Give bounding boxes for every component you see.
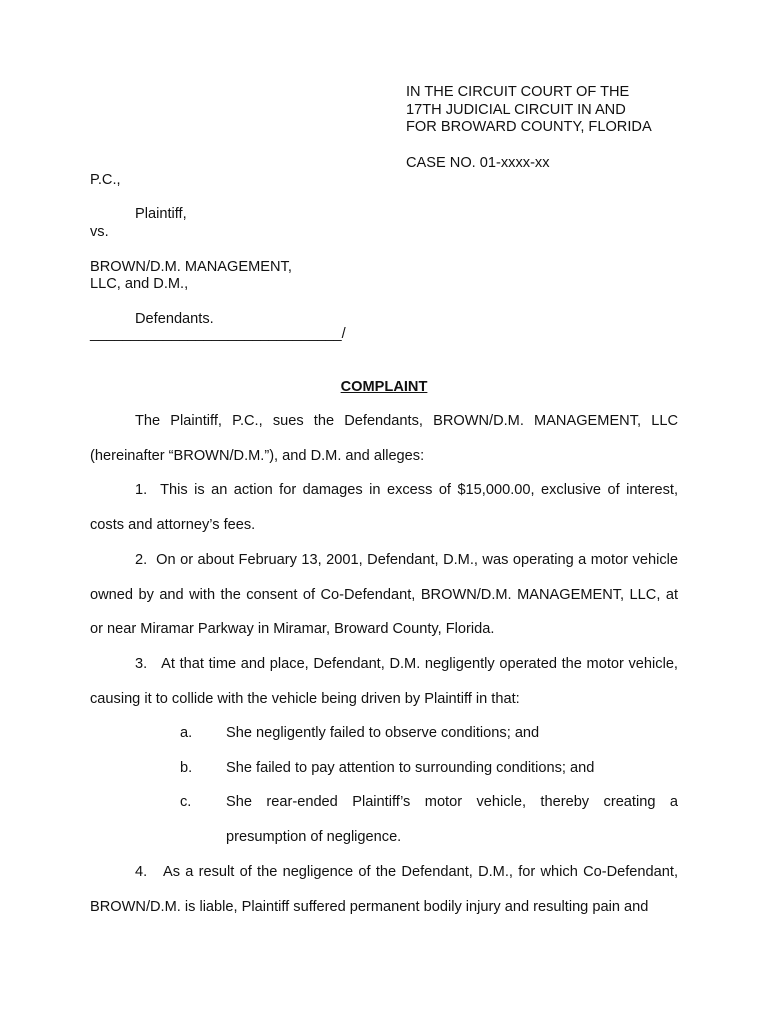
subitem-letter: b. (180, 760, 193, 776)
paragraph-2: 2. On or about February 13, 2001, Defendant, D.M., was operating a motor vehicle owned by and with the consent of Co-Defendant, BROWN/D.M. MANAGEMENT, LLC, at or near Miramar Parkway in Miramar, Broward County, Florida. (90, 552, 678, 638)
court-line-3: FOR BROWARD COUNTY, FLORIDA (406, 119, 652, 135)
subitem-letter: c. (180, 794, 192, 810)
document-title: COMPLAINT (340, 379, 428, 395)
paragraph-4: 4. As a result of the negligence of the Defendant, D.M., for which Co-Defendant, BROWN/D.M. is liable, Plaintiff suffered permanent bodily injury and resulting pain and (90, 864, 678, 915)
caption-signature-line: _______________________________/ (90, 326, 346, 342)
subitem-text: She negligently failed to observe conditions; and (226, 725, 540, 741)
versus-label: vs. (90, 224, 109, 240)
paragraph-1: 1. This is an action for damages in excess of $15,000.00, exclusive of interest, costs and attorney’s fees. (90, 482, 678, 533)
subitem-text: She failed to pay attention to surrounding conditions; and (226, 760, 595, 776)
paragraph-3: 3. At that time and place, Defendant, D.M. negligently operated the motor vehicle, causing it to collide with the vehicle being driven by Plaintiff in that: (90, 656, 678, 707)
defendant-name-line-2: LLC, and D.M., (90, 276, 189, 292)
plaintiff-role: Plaintiff, (135, 206, 187, 222)
court-line-1: IN THE CIRCUIT COURT OF THE (406, 84, 630, 100)
intro-paragraph: The Plaintiff, P.C., sues the Defendants, BROWN/D.M. MANAGEMENT, LLC (hereinafter “BROWN/D.M.”), and D.M. and alleges: (90, 413, 678, 464)
plaintiff-name: P.C., (90, 172, 121, 188)
court-caption (406, 84, 652, 137)
defendant-role: Defendants. (135, 311, 214, 327)
subitem-text: She rear-ended Plaintiff’s motor vehicle, thereby creating a presumption of negligence. (226, 794, 678, 845)
defendant-name-line-1: BROWN/D.M. MANAGEMENT, (90, 259, 292, 275)
court-line-2: 17TH JUDICIAL CIRCUIT IN AND (406, 101, 626, 118)
subitem-letter: a. (180, 725, 193, 741)
case-number: CASE NO. 01-xxxx-xx (406, 155, 550, 171)
